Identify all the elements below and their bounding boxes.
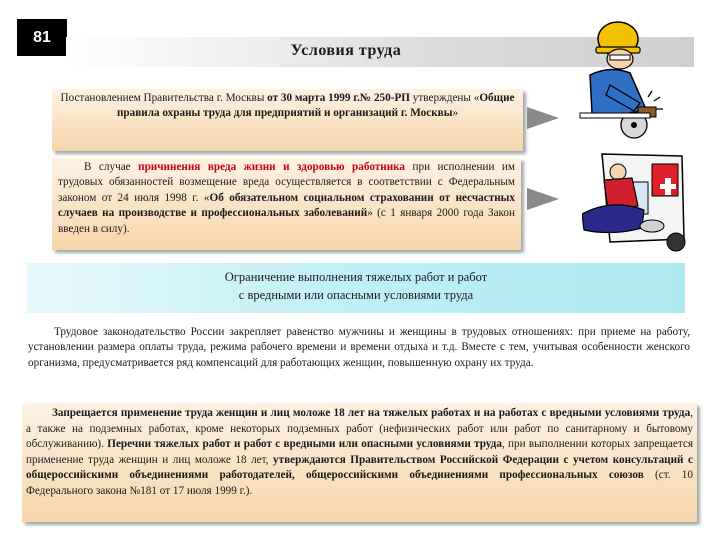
prohibition-box [22,403,697,522]
equality-paragraph [24,321,694,400]
damage-compensation-box [52,158,521,250]
arrow-right-icon [527,188,559,210]
regulation-text-1: Постановлением Правительства г. Москвы [60,92,268,104]
prohibition-bold-3: утверждаются Правительством Российской Федерации с учетом консультаций с общероссийскими объединениями работодателей, общероссийскими объединениями профессиональных союзов [26,453,693,482]
compensation-text-1: В случае [84,161,139,173]
worker-with-saw-illustration [550,15,670,140]
ambulance-rescue-illustration [582,144,692,254]
prohibition-text-2: , при выполнении которых запрещается применение труда женщин и лиц моложе 18 лет, [26,438,694,466]
regulation-rules-title: Общие правила охраны труда для предприятий и организаций г. Москвы [116,92,515,120]
section-heading-line-1: Ограничение выполнения тяжелых работ и работ [224,270,488,284]
compensation-text-3: » (с 1 января 2000 года Закон введен в силу). [58,207,515,235]
regulation-date: от 30 марта 1999 г.№ 250-РП [267,92,410,104]
compensation-text-2: при исполнении им трудовых обязанностей возмещение вреда осуществляется в соответствии с Федеральным законом от 24 июля 1998 г. « [58,161,515,204]
prohibition-bold-1: Запрещается применение труда женщин и лиц моложе 18 лет на тяжелых работах и на работах с вредными условиями труда [52,407,691,419]
regulation-text-3: » [452,107,459,120]
insurance-law-title: Об обязательном социальном страховании от несчастных случаев на производстве и профессиональных заболеваний [58,191,516,220]
page-title: Условия труда [290,42,402,59]
section-heading-line-2: с вредными или опасными условиями труда [238,288,474,302]
harm-highlight: причинения вреда жизни и здоровью работника [138,161,406,173]
equality-text: Трудовое законодательство России закрепляет равенство мужчины и женщины в трудовых отношениях: при приеме на работу, установлении размера оплаты труда, режима рабочего времени и времени отдыха и т.д. Вместе с тем, учитывая особенности женского организма, предусматривается ряд компенсаций для работающих женщин, повышенную охрану их труда. [28,326,690,369]
prohibition-text-3: (ст. 10 Федерального закона №181 от 17 июля 1999 г.). [26,469,693,497]
section-heading [27,263,685,313]
regulation-box [52,89,523,151]
slide-number: 81 [17,19,67,56]
prohibition-text-1: , а также на подземных работах, кроме некоторых подземных работ (нефизических работ или работ по санитарному и бытовому обслуживанию). [26,407,693,451]
prohibition-bold-2: Перечни тяжелых работ и работ с вредными или опасными условиями труда [107,438,502,451]
regulation-text-2: утверждены « [409,92,480,104]
arrow-right-icon [527,107,559,129]
